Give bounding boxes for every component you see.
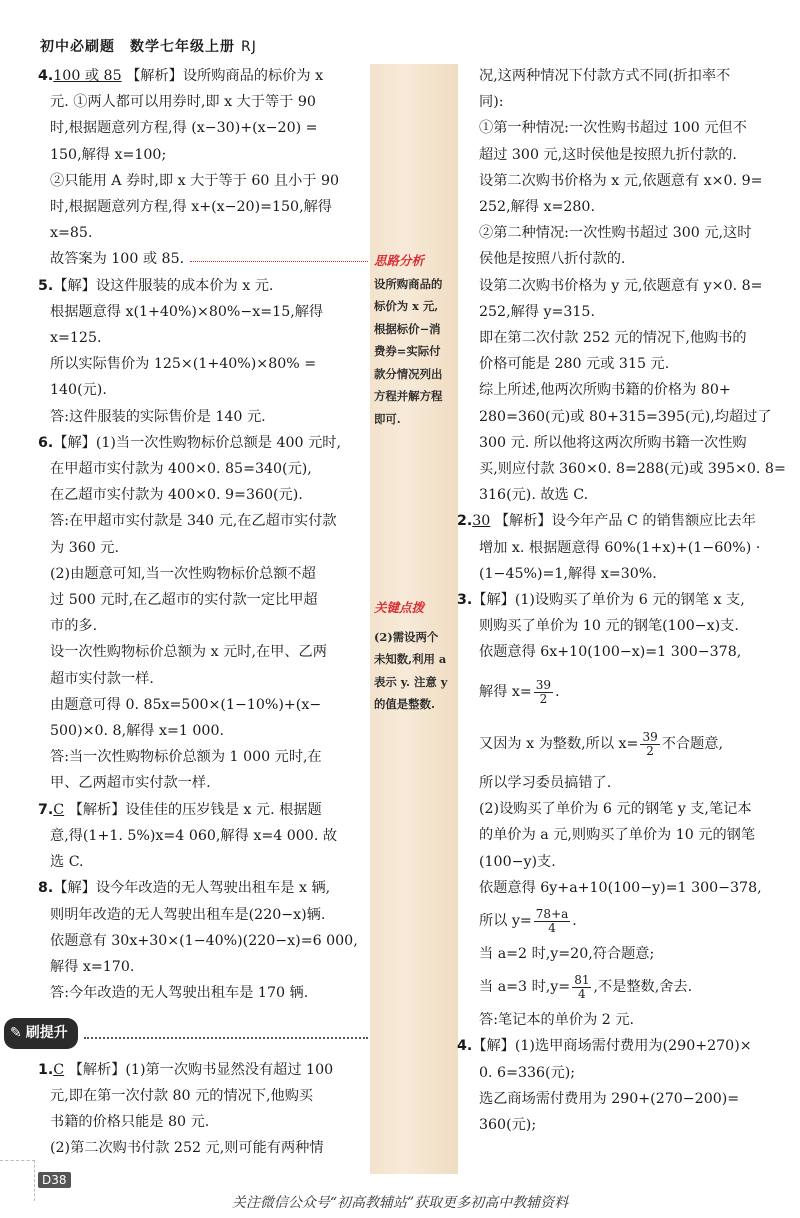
fraction: $\frac{39}{2}$ xyxy=(535,677,552,706)
line-text: 【解析】设所购商品的标价为 x xyxy=(121,68,324,84)
text-line xyxy=(479,482,789,508)
leader-line xyxy=(190,261,368,262)
line-text: 答:这件服装的实际售价是 140 元. xyxy=(50,408,266,425)
tip-line: 即可. xyxy=(374,411,401,426)
tip-line: 的值是整数. xyxy=(374,697,435,711)
line-text: 【解】(1)设购买了单价为 6 元的钢笔 x 支, xyxy=(472,592,745,609)
line-text: 500)×0. 8,解得 x=1 000. xyxy=(50,723,224,740)
line-text: 元. ①两人都可以用券时,即 x 大于等于 90 xyxy=(50,94,316,111)
tip-line: 设所购商品的 xyxy=(374,276,443,291)
tip-title: 关键点拨 xyxy=(374,600,425,615)
line-text: 在甲超市实付款为 400×0. 85=340(元), xyxy=(50,461,312,478)
text-line xyxy=(38,797,368,823)
line-text: 为 360 元. xyxy=(50,539,119,556)
section-divider xyxy=(84,1027,368,1039)
line-text: 252,解得 y=315. xyxy=(479,303,595,320)
line-text: 即在第二次付款 252 元的情况下,他购书的 xyxy=(479,330,747,347)
text-line: 选乙商场需付费用为 290+(270−200)= xyxy=(479,1090,740,1107)
text-line xyxy=(38,928,368,954)
text-line xyxy=(38,246,368,272)
fraction-line: 所以 y= $\frac{78+a}{4}$ . xyxy=(479,906,577,935)
text-line xyxy=(38,770,368,796)
text-line: 的单价为 a 元,则购买了单价为 10 元的钢笔 xyxy=(479,827,756,844)
right-column-continued xyxy=(457,672,789,1138)
line-text: 超市实付款一样. xyxy=(50,670,154,687)
text-line xyxy=(38,115,368,141)
line-text: 价格可能是 280 元或 315 元. xyxy=(479,356,670,373)
text-line xyxy=(479,194,789,220)
book-title: 初中必刷题 数学七年级上册 xyxy=(40,39,235,55)
text-line xyxy=(38,168,368,194)
text-line xyxy=(38,299,368,325)
left-column xyxy=(10,63,368,1161)
line-text: 选 C. xyxy=(50,854,84,871)
text-line xyxy=(479,456,789,482)
answer: C xyxy=(53,1061,65,1078)
line-text: 则购买了单价为 10 元的钢笔(100−x)支. xyxy=(479,618,739,635)
fraction-line: 解得 x= $\frac{39}{2}$ . xyxy=(479,677,560,706)
line-text: 解得 x=170. xyxy=(50,958,135,975)
edition-label: RJ xyxy=(241,39,257,55)
text-line xyxy=(38,273,368,299)
line-text: 答:在甲超市实付款是 340 元,在乙超市实付款 xyxy=(50,513,337,530)
tip-line: 标价为 x 元, xyxy=(374,299,439,313)
text-line xyxy=(479,377,789,403)
question-number: 8. xyxy=(38,880,54,897)
line-text: 况,这两种情况下付款方式不同(折扣率不 xyxy=(479,68,731,84)
text-line xyxy=(38,980,368,1006)
text-line xyxy=(38,613,368,639)
text-line xyxy=(38,482,368,508)
text-line xyxy=(38,325,368,351)
line-text: x=125. xyxy=(50,330,102,347)
footer-note: 关注微信公众号“初高教辅站”获取更多初高中教辅资料 xyxy=(231,1195,569,1211)
text-line xyxy=(479,561,789,587)
question-number: 4. xyxy=(457,1038,473,1055)
text-line xyxy=(479,613,789,639)
line-text: 依题意有 30x+30×(1−40%)(220−x)=6 000, xyxy=(50,932,358,949)
text-line: 0. 6=336(元); xyxy=(479,1064,576,1081)
tip-body xyxy=(374,626,456,716)
line-text: 侯他是按照八折付款的. xyxy=(479,251,626,268)
line-text: (2)第二次购书付款 252 元,则可能有两种情 xyxy=(50,1140,324,1157)
tip-line: 表示 y. 注意 y xyxy=(374,674,448,689)
line-text: (2)由题意可知,当一次性购物标价总额不超 xyxy=(50,565,316,582)
line-text: 【解】设今年改造的无人驾驶出租车是 x 辆, xyxy=(53,880,331,897)
text-line xyxy=(38,666,368,692)
line-text: 答:当一次性购物标价总额为 1 000 元时,在 xyxy=(50,749,322,766)
line-text: ①第一种情况:一次性购书超过 100 元但不 xyxy=(479,120,747,137)
line-text: 元,即在第一次付款 80 元的情况下,他购买 xyxy=(50,1087,314,1104)
line-text: 答:今年改造的无人驾驶出租车是 170 辆. xyxy=(50,985,309,1002)
question-number: 3. xyxy=(457,592,473,609)
text-line xyxy=(38,89,368,115)
line-text: 设一次性购物标价总额为 x 元时,在甲、乙两 xyxy=(50,644,327,661)
question-number: 1. xyxy=(38,1061,54,1078)
text-line xyxy=(457,508,789,534)
line-text: 则明年改造的无人驾驶出租车是(220−x)辆. xyxy=(50,906,326,923)
page-number: D38 xyxy=(38,1172,71,1188)
text-line: 所以学习委员搞错了. xyxy=(479,775,612,791)
text-line xyxy=(38,456,368,482)
text-line: 当 a=2 时,y=20,符合题意; xyxy=(479,946,655,963)
tip-title: 思路分析 xyxy=(374,253,425,268)
line-text: 所以实际售价为 125×(1+40%)×80% = xyxy=(50,356,317,373)
text-line: 4.【解】(1)选甲商场需付费用为(290+270)× xyxy=(457,1038,752,1055)
text-line: 答:笔记本的单价为 2 元. xyxy=(479,1012,635,1029)
section-badge xyxy=(4,1018,78,1048)
text-line xyxy=(479,299,789,325)
section-banner xyxy=(4,1018,368,1048)
line-text: 市的多. xyxy=(50,618,98,635)
line-text: x=85. xyxy=(50,225,93,242)
tip-line: 款分情况列出 xyxy=(374,366,443,381)
fraction: $\frac{39}{2}$ xyxy=(642,729,658,758)
line-text: 在乙超市实付款为 400×0. 9=360(元). xyxy=(50,487,303,504)
answer: C xyxy=(53,801,65,818)
text-line xyxy=(38,718,368,744)
text-line xyxy=(38,508,368,534)
text-line xyxy=(38,430,368,456)
fraction-line: 又因为 x 为整数,所以 x= $\frac{39}{2}$ 不合题意, xyxy=(479,729,723,758)
text-line: (2)设购买了单价为 6 元的钢笔 y 支,笔记本 xyxy=(479,801,752,818)
text-line xyxy=(38,639,368,665)
text-line xyxy=(38,692,368,718)
answer: 100 或 85 xyxy=(53,68,122,84)
line-text: 买,则应付款 360×0. 8=288(元)或 395×0. 8= xyxy=(479,461,786,478)
text-line xyxy=(479,168,789,194)
text-line xyxy=(479,246,789,272)
text-line xyxy=(479,115,789,141)
line-text: 【解析】(1)第一次购书显然没有超过 100 xyxy=(64,1061,334,1078)
line-text: 意,得(1+1. 5%)x=4 060,解得 x=4 000. 故 xyxy=(50,827,338,844)
text-line xyxy=(38,220,368,246)
question-number: 2. xyxy=(457,513,473,530)
line-text: 【解】(1)当一次性购物标价总额是 400 元时, xyxy=(53,434,341,451)
tip-line: 根据标价−消 xyxy=(374,321,441,336)
text-line: (100−y)支. xyxy=(479,853,556,870)
answer: 30 xyxy=(472,513,491,530)
text-line xyxy=(479,535,789,561)
line-text: 设第二次购书价格为 x 元,依题意有 x×0. 9= xyxy=(479,172,763,189)
text-line xyxy=(38,744,368,770)
line-text: 超过 300 元,这时侯他是按照九折付款的. xyxy=(479,146,737,163)
question-number: 5. xyxy=(38,277,54,294)
question-number: 6. xyxy=(38,434,54,451)
line-text: 【解析】设佳佳的压岁钱是 x 元. 根据题 xyxy=(64,801,322,818)
tip-line: 费券=实际付 xyxy=(374,344,441,358)
tip-key xyxy=(374,597,456,716)
text-line xyxy=(479,63,789,89)
line-text: 依题意得 6x+10(100−x)=1 300−378, xyxy=(479,644,742,661)
line-text: ②第二种情况:一次性购书超过 300 元,这时 xyxy=(479,225,752,242)
text-line xyxy=(38,194,368,220)
line-text: 过 500 元时,在乙超市的实付款一定比甲超 xyxy=(50,592,318,609)
line-text: 252,解得 x=280. xyxy=(479,199,595,216)
text-line xyxy=(38,63,368,89)
line-text: 书籍的价格只能是 80 元. xyxy=(50,1113,210,1130)
line-text: 综上所述,他两次所购书籍的价格为 80+ xyxy=(479,382,731,399)
text-line xyxy=(38,1083,368,1109)
page-header xyxy=(40,36,257,56)
text-line: 360(元); xyxy=(479,1117,537,1134)
text-line xyxy=(38,1109,368,1135)
fraction: $\frac{78+a}{4}$ xyxy=(535,906,569,935)
text-line xyxy=(38,404,368,430)
text-line xyxy=(479,273,789,299)
line-text: 设第二次购书价格为 y 元,依题意有 y×0. 8= xyxy=(479,277,763,294)
pencil-icon: ✎ xyxy=(10,1025,22,1042)
line-text: 【解】设这件服装的成本价为 x 元. xyxy=(53,277,274,294)
line-text: 由题意可得 0. 85x=500×(1−10%)+(x− xyxy=(50,696,322,713)
text-line xyxy=(479,351,789,377)
line-text: 甲、乙两超市实付款一样. xyxy=(50,775,211,792)
line-text: 时,根据题意列方程,得 (x−30)+(x−20) = xyxy=(50,120,318,137)
text-line xyxy=(479,325,789,351)
line-text: 同): xyxy=(479,94,504,111)
text-line xyxy=(479,220,789,246)
line-text: 150,解得 x=100; xyxy=(50,146,167,163)
fraction-line: 当 a=3 时,y= $\frac{81}{4}$ ,不是整数,舍去. xyxy=(479,972,693,1001)
text-line xyxy=(479,639,789,665)
line-text: 时,根据题意列方程,得 x+(x−20)=150,解得 xyxy=(50,199,332,216)
text-line xyxy=(38,535,368,561)
line-text: 故答案为 100 或 85. xyxy=(50,251,185,268)
text-line xyxy=(38,1057,368,1083)
line-text: 280=360(元)或 80+315=395(元),均超过了 xyxy=(479,408,772,425)
text-line xyxy=(479,404,789,430)
line-text: 根据题意得 x(1+40%)×80%−x=15,解得 xyxy=(50,303,324,320)
tip-line: (2)需设两个 xyxy=(374,629,439,644)
line-text: 【解析】设今年产品 C 的销售额应比去年 xyxy=(490,513,756,530)
question-number: 7. xyxy=(38,801,54,818)
text-line xyxy=(38,902,368,928)
right-column xyxy=(457,63,789,666)
text-line xyxy=(38,351,368,377)
text-line xyxy=(479,430,789,456)
text-line xyxy=(38,849,368,875)
tip-line: 方程并解方程 xyxy=(374,389,443,403)
text-line xyxy=(457,587,789,613)
question-number: 4. xyxy=(38,68,54,84)
line-text: 316(元). 故选 C. xyxy=(479,487,589,504)
text-line xyxy=(38,954,368,980)
text-line xyxy=(38,823,368,849)
tip-line: 未知数,利用 a xyxy=(374,652,447,666)
line-text: 增加 x. 根据题意得 60%(1+x)+(1−60%) · xyxy=(479,539,761,556)
fraction: $\frac{81}{4}$ xyxy=(574,972,590,1001)
tip-body xyxy=(374,273,456,431)
text-line xyxy=(38,587,368,613)
line-text: 300 元. 所以他将这两次所购书籍一次性购 xyxy=(479,434,747,451)
text-line xyxy=(479,142,789,168)
tip-thinking xyxy=(374,250,456,430)
text-line xyxy=(38,1135,368,1161)
text-line xyxy=(38,142,368,168)
text-line xyxy=(38,875,368,901)
line-text: ②只能用 A 券时,即 x 大于等于 60 且小于 90 xyxy=(50,172,340,189)
text-line xyxy=(38,561,368,587)
line-text: (1−45%)=1,解得 x=30%. xyxy=(479,565,657,582)
section-label: 刷提升 xyxy=(25,1025,68,1042)
line-text: 140(元). xyxy=(50,382,107,399)
text-line xyxy=(479,89,789,115)
text-line: 依题意得 6y+a+10(100−y)=1 300−378, xyxy=(479,879,762,896)
text-line xyxy=(38,377,368,403)
